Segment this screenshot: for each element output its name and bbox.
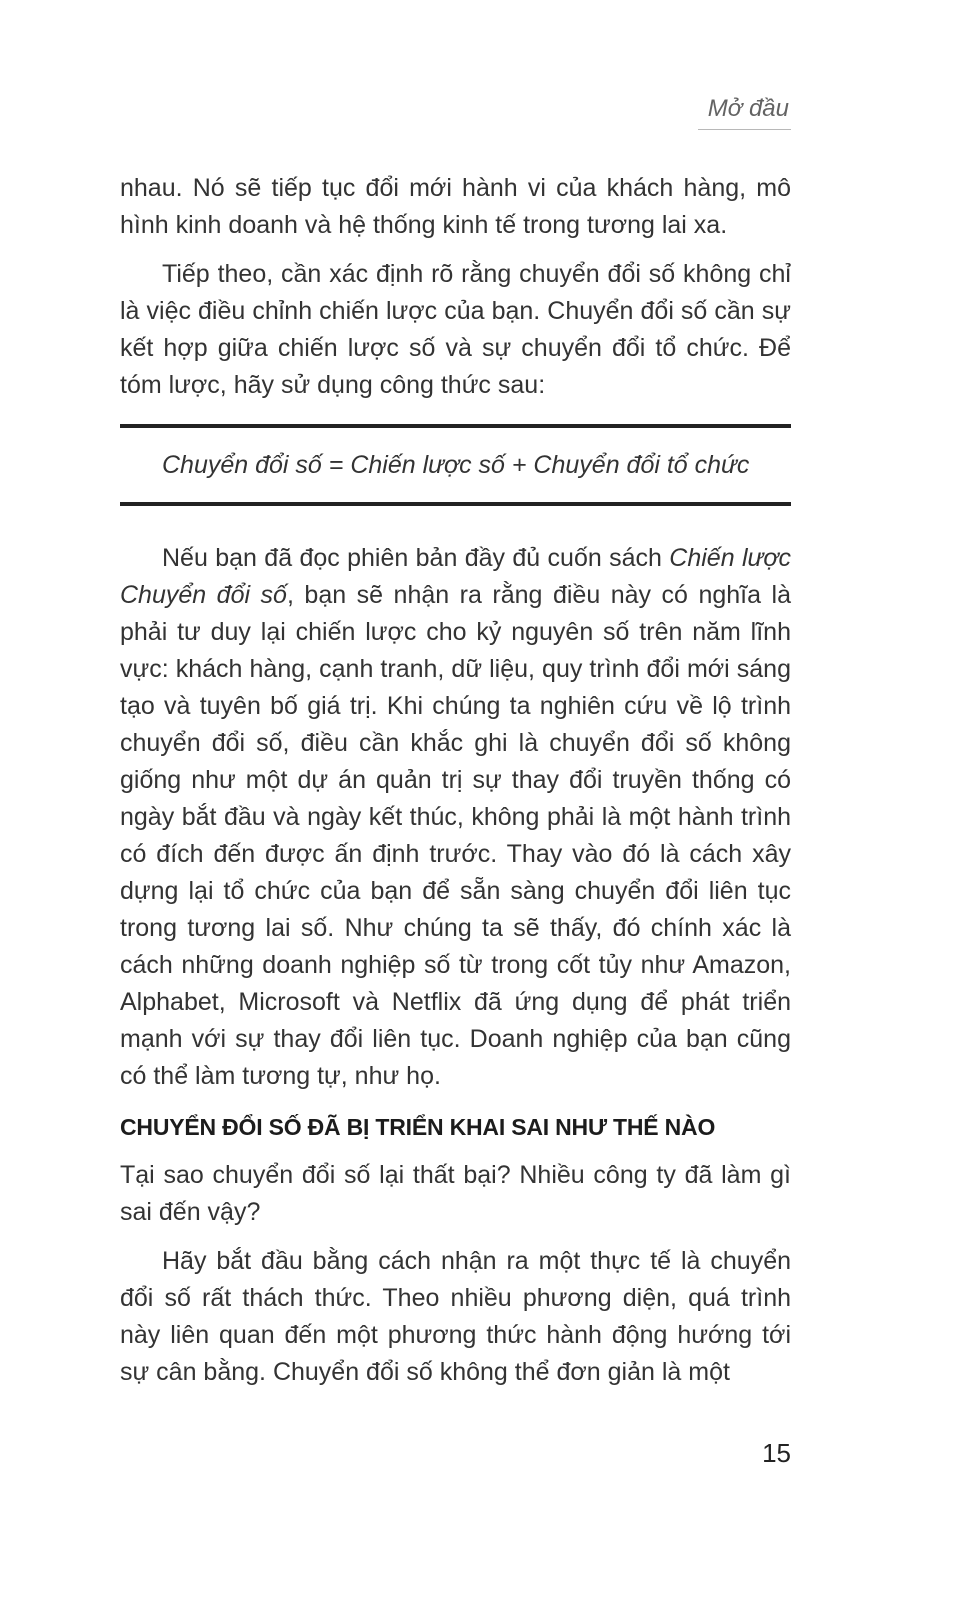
page-number: 15 bbox=[762, 1438, 791, 1468]
paragraph-tiep-theo: Tiếp theo, cần xác định rõ rằng chuyển đổi số không chỉ là việc điều chỉnh chiến lược của bạn. Chuyển đổi số cần sự kết hợp giữa chiến lược số và sự chuyển đổi tổ chức. Để tóm lược, hãy sử dụng công thức sau: bbox=[120, 260, 791, 399]
formula-block bbox=[120, 424, 791, 506]
formula-text: Chuyển đổi số = Chiến lược số + Chuyển đổi tổ chức bbox=[162, 451, 750, 479]
book-title-italic: Chiến lược Chuyển đổi số bbox=[120, 544, 791, 609]
section-heading: CHUYỂN ĐỔI SỐ ĐÃ BỊ TRIỂN KHAI SAI NHƯ THẾ NÀO bbox=[120, 1114, 716, 1140]
paragraph-hay-bat-dau: Hãy bắt đầu bằng cách nhận ra một thực tế là chuyển đổi số rất thách thức. Theo nhiều phương diện, quá trình này liên quan đến một phương thức hành động hướng tới sự cân bằng. Chuyển đổi số không thể đơn giản là một bbox=[120, 1247, 791, 1386]
paragraph-continuation: nhau. Nó sẽ tiếp tục đổi mới hành vi của khách hàng, mô hình kinh doanh và hệ thống kinh tế trong tương lai xa. bbox=[120, 174, 791, 239]
running-head bbox=[120, 95, 791, 130]
running-head-label: Mở đầu bbox=[698, 95, 791, 130]
paragraph-segment-after-title: , bạn sẽ nhận ra rằng điều này có nghĩa là phải tư duy lại chiến lược cho kỷ nguyên số trên năm lĩnh vực: khách hàng, cạnh tranh, dữ liệu, quy trình đổi mới sáng tạo và tuyên bố giá trị. Khi chúng ta nghiên cứu về lộ trình chuyển đổi số, điều cần khắc ghi là chuyển đổi số không giống như một dự án quản trị sự thay đổi truyền thống có ngày bắt đầu và ngày kết thúc, không phải là một hành trình có đích đến được ấn định trước. Thay vào đó là cách xây dựng lại tổ chức của bạn để sẵn sàng chuyển đổi liên tục trong tương lai số. Như chúng ta sẽ thấy, đó chính xác là cách những doanh nghiệp số từ trong cốt tủy như Amazon, Alphabet, Microsoft và Netflix đã ứng dụng để phát triển mạnh với sự thay đổi liên tục. Doanh nghiệp của bạn cũng có thể làm tương tự, như họ. bbox=[120, 581, 792, 1090]
paragraph-neu-ban bbox=[120, 540, 791, 1095]
paragraph-segment-before-title: Nếu bạn đã đọc phiên bản đầy đủ cuốn sách bbox=[162, 544, 670, 572]
paragraph-tai-sao: Tại sao chuyển đổi số lại thất bại? Nhiều công ty đã làm gì sai đến vậy? bbox=[120, 1161, 791, 1226]
